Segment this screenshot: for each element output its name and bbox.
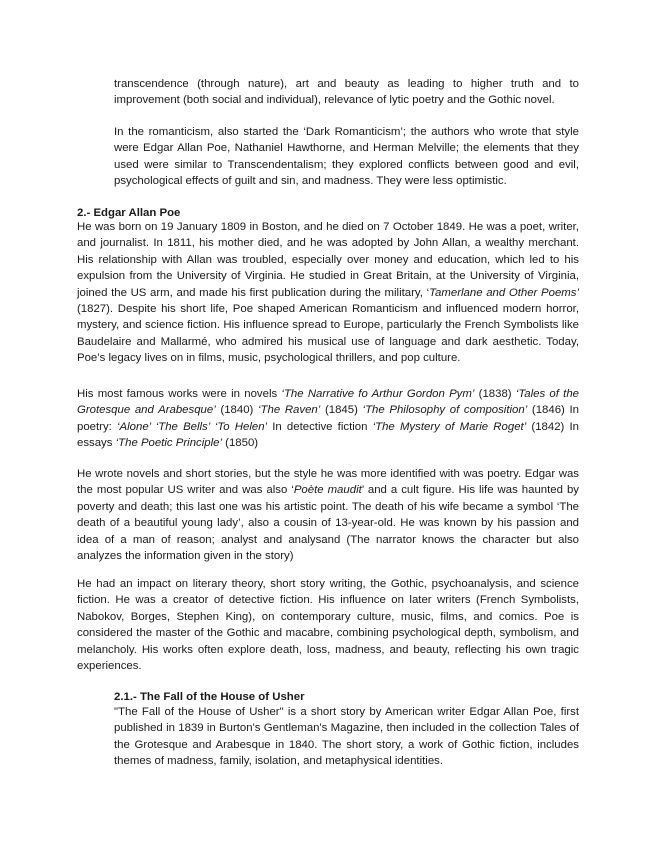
works-text: (1845) <box>320 404 363 417</box>
works-text: (1842) In essays <box>77 420 579 450</box>
work-title: ‘The Poetic Principle’ <box>115 437 222 450</box>
paragraph-famous-works <box>77 386 579 452</box>
work-title: ‘The Narrative fo Arthur Gordon Pym’ <box>281 388 475 400</box>
works-text: (1838) <box>474 388 516 400</box>
works-text: (1840) <box>215 404 258 417</box>
work-title: ‘The Mystery of Marie Roget’ <box>372 420 527 433</box>
works-text: (1846) In poetry: <box>77 404 579 433</box>
section-heading-edgar-allan-poe: 2.- Edgar Allan Poe <box>77 207 181 219</box>
bio-text-start: He was born on 19 January 1809 in Boston, and he died on 7 October 1849. He was a poet, writer, and journalist. In 1811, his mother died, and he was adopted by John Allan, a wealthy merchant. His relationship with Allan was troubled, especially over money and education, which led to his expulsion from the University of Virginia. He studied in Great Britain, at the University of Virginia, joined the US arm, and made his first publication during the military, ‘ <box>77 221 579 299</box>
work-title: ‘The Raven’ <box>258 404 321 417</box>
paragraph-style <box>77 466 579 564</box>
work-title: ‘The Philosophy of composition’ <box>362 404 528 417</box>
paragraph-dark-romanticism: In the romanticism, also started the ‘Dark Romanticism’; the authors who wrote that style were Edgar Allan Poe, Nathaniel Hawthorne, and Herman Melville; the elements that they used were similar to Transcendentalism; they explored conflicts between good and evil, psychological effects of guilt and sin, and madness. They were less optimistic. <box>114 126 579 188</box>
work-title: ‘Alone’ ‘The Bells’ ‘To Helen’ <box>117 420 268 433</box>
subsection-heading-house-of-usher: 2.1.- The Fall of the House of Usher <box>114 691 305 703</box>
paragraph-biography <box>77 219 579 367</box>
style-text: ’ and a cult figure. His life was haunted by poverty and death; this last one was his artistic point. The death of his wife became a symbol ‘The death of a beautiful young lady’, also a cousin of 13-year-old. He was known by his passion and idea of a man of reason; analyst and analysand (The narrator knows the character but also analyzes the information given in the story) <box>77 484 579 563</box>
works-text: His most famous works were in novels <box>77 388 282 400</box>
style-term-poete-maudit: Poète maudit <box>293 484 362 497</box>
paragraph-house-of-usher: "The Fall of the House of Usher" is a short story by American writer Edgar Allan Poe, first published in 1839 in Burton's Gentleman's Magazine, then included in the collection Tales of the Grotesque and Arabesque in 1840. The short story, a work of Gothic fiction, includes themes of madness, family, isolation, and metaphysical identities. <box>114 706 579 768</box>
bio-title-tamerlane: Tamerlane and Other Poems’ <box>429 286 579 299</box>
style-text: He wrote novels and short stories, but the style he was more identified with was poetry. Edgar was the most popular US writer and was also ‘ <box>77 468 579 497</box>
works-text: In detective fiction <box>267 420 373 433</box>
works-text: (1850) <box>221 437 259 450</box>
paragraph-impact: He had an impact on literary theory, short story writing, the Gothic, psychoanalysis, and science fiction. He was a creator of detective fiction. His influence on later writers (French Symbolists, Nabokov, Borges, Stephen King), on contemporary culture, music, films, and comics. Poe is considered the master of the Gothic and macabre, combining psychological depth, symbolism, and melancholy. His works often explore death, loss, madness, and beauty, reflecting his own tragic experiences. <box>77 578 579 673</box>
work-title: ‘Tales of the Grotesque and Arabesque’ <box>77 388 579 417</box>
paragraph-transcendence: transcendence (through nature), art and beauty as leading to higher truth and to improvement (both social and individual), relevance of lytic poetry and the Gothic novel. <box>114 78 579 107</box>
bio-text-end: (1827). Despite his short life, Poe shaped American Romanticism and influenced modern horror, mystery, and science fiction. His influence spread to Europe, particularly the French Symbolists like Baudelaire and Mallarmé, who admired his musical use of language and dark aesthetic. Today, Poe’s legacy lives on in films, music, psychological thrillers, and pop culture. <box>77 303 579 365</box>
